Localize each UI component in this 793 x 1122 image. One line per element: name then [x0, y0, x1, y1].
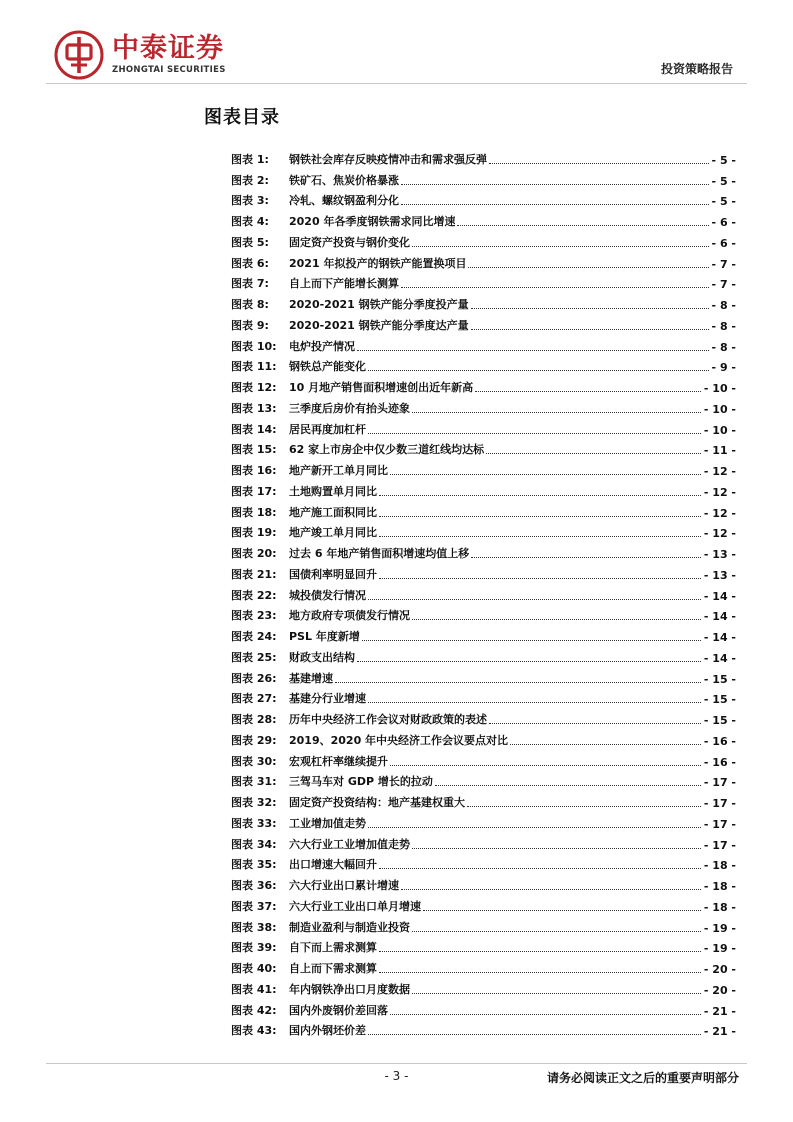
toc-entry-page: - 5 - — [711, 174, 736, 188]
toc-entry-page: - 8 - — [711, 319, 736, 333]
toc-entry-label: 图表 28: — [231, 713, 277, 726]
toc-dot-leader — [510, 744, 701, 745]
toc-entry[interactable] — [231, 955, 736, 976]
toc-dot-leader — [412, 931, 701, 932]
toc-entry-label: 图表 33: — [231, 816, 277, 830]
toc-entry-label: 图表 9: — [231, 318, 269, 332]
footer-divider — [46, 1063, 747, 1064]
toc-entry-title: 三驾马车对 GDP 增长的拉动 — [289, 775, 433, 789]
toc-entry-label: 图表 34: — [231, 837, 277, 851]
toc-entry-title: 制造业盈利与制造业投资 — [289, 920, 410, 934]
toc-dot-leader — [357, 661, 701, 662]
toc-dot-leader — [357, 350, 709, 351]
toc-entry-title: 2021 年拟投产的钢铁产能置换项目 — [289, 256, 467, 270]
toc-dot-leader — [489, 163, 709, 164]
toc-entry-title: 历年中央经济工作会议对财政政策的表述 — [289, 713, 487, 726]
toc-entry-page: - 19 - — [703, 942, 736, 956]
toc-entry-label: 图表 43: — [231, 1024, 277, 1038]
toc-entry-title: 地方政府专项债发行情况 — [289, 609, 410, 623]
toc-entry-title: 宏观杠杆率继续提升 — [289, 754, 388, 768]
toc-list — [231, 146, 736, 1038]
toc-entry-page: - 17 - — [703, 817, 736, 831]
toc-dot-leader — [471, 308, 709, 309]
toc-entry-title: 2020-2021 钢铁产能分季度投产量 — [289, 298, 469, 311]
toc-dot-leader — [412, 619, 701, 620]
toc-entry-page: - 15 - — [703, 672, 736, 686]
toc-entry-label: 图表 17: — [231, 484, 277, 498]
toc-entry-title: PSL 年度新增 — [289, 630, 360, 643]
toc-entry[interactable] — [231, 188, 736, 209]
brand-name-cn: 中泰证券 — [112, 33, 224, 64]
toc-entry-label: 图表 18: — [231, 505, 277, 519]
toc-entry-title: 地产竣工单月同比 — [289, 526, 377, 540]
toc-dot-leader — [379, 536, 701, 537]
toc-entry[interactable] — [231, 644, 736, 665]
toc-entry-title: 自下而上需求测算 — [289, 941, 377, 955]
toc-dot-leader — [423, 910, 701, 911]
toc-entry[interactable] — [231, 852, 736, 873]
toc-entry-label: 图表 14: — [231, 422, 277, 436]
brand-logo — [54, 30, 226, 80]
toc-entry-page: - 17 - — [703, 776, 736, 790]
brand-name-en: ZHONGTAI SECURITIES — [112, 65, 226, 75]
toc-entry-page: - 20 - — [703, 963, 736, 976]
toc-entry[interactable] — [231, 520, 736, 541]
toc-entry[interactable] — [231, 437, 736, 458]
disclaimer: 请务必阅读正文之后的重要声明部分 — [546, 1071, 739, 1085]
toc-entry[interactable] — [231, 603, 736, 624]
toc-entry[interactable] — [231, 748, 736, 769]
toc-entry-page: - 12 - — [703, 527, 736, 541]
toc-entry-label: 图表 23: — [231, 609, 277, 623]
toc-entry-page: - 15 - — [703, 714, 736, 727]
toc-dot-leader — [471, 557, 701, 558]
toc-entry-title: 工业增加值走势 — [289, 816, 366, 830]
toc-entry-page: - 12 - — [703, 485, 736, 499]
toc-entry[interactable] — [231, 146, 736, 167]
toc-entry-label: 图表 6: — [231, 256, 269, 270]
toc-entry-title: 2019、2020 年中央经济工作会议要点对比 — [289, 733, 509, 747]
toc-entry-label: 图表 4: — [231, 215, 269, 228]
toc-entry-title: 六大行业工业出口单月增速 — [289, 899, 421, 913]
toc-dot-leader — [475, 391, 701, 392]
toc-entry-page: - 5 - — [711, 153, 736, 167]
toc-entry-label: 图表 31: — [231, 775, 277, 789]
toc-entry-page: - 16 - — [703, 755, 736, 769]
toc-entry-label: 图表 13: — [231, 401, 277, 415]
toc-dot-leader — [379, 868, 701, 869]
toc-entry-label: 图表 5: — [231, 235, 269, 249]
toc-entry-label: 图表 24: — [231, 630, 277, 643]
toc-entry-page: - 6 - — [711, 236, 736, 250]
toc-entry-label: 图表 41: — [231, 982, 277, 996]
toc-entry[interactable] — [231, 810, 736, 831]
toc-entry-title: 铁矿石、焦炭价格暴涨 — [289, 173, 399, 187]
toc-entry-page: - 21 - — [703, 1004, 736, 1018]
toc-entry[interactable] — [231, 727, 736, 748]
toc-entry-label: 图表 8: — [231, 298, 269, 311]
toc-entry[interactable] — [231, 416, 736, 437]
toc-dot-leader — [368, 702, 701, 703]
toc-entry-title: 地产施工面积同比 — [289, 505, 377, 519]
toc-entry[interactable] — [231, 167, 736, 188]
toc-entry[interactable] — [231, 291, 736, 312]
toc-dot-leader — [390, 765, 701, 766]
toc-entry-title: 财政支出结构 — [289, 650, 355, 664]
toc-entry[interactable] — [231, 665, 736, 686]
toc-dot-leader — [489, 723, 701, 724]
toc-dot-leader — [379, 495, 701, 496]
toc-entry-label: 图表 27: — [231, 692, 277, 706]
toc-entry[interactable] — [231, 769, 736, 790]
toc-entry-page: - 13 - — [703, 568, 736, 582]
toc-entry[interactable] — [231, 478, 736, 499]
toc-entry-label: 图表 32: — [231, 796, 277, 809]
toc-entry-label: 图表 40: — [231, 962, 277, 975]
toc-entry-label: 图表 15: — [231, 443, 277, 457]
toc-entry-page: - 7 - — [711, 257, 736, 271]
toc-entry-title: 冷轧、螺纹钢盈利分化 — [289, 194, 399, 208]
toc-entry-page: - 17 - — [703, 838, 736, 852]
toc-entry-title: 自上而下产能增长测算 — [289, 277, 399, 291]
toc-entry[interactable] — [231, 457, 736, 478]
toc-dot-leader — [368, 599, 701, 600]
toc-entry-label: 图表 25: — [231, 650, 277, 664]
toc-entry[interactable] — [231, 354, 736, 375]
toc-entry-title: 城投债发行情况 — [289, 588, 366, 602]
toc-entry[interactable] — [231, 540, 736, 561]
toc-entry-label: 图表 22: — [231, 588, 277, 602]
toc-dot-leader — [401, 204, 709, 205]
toc-dot-leader — [468, 267, 708, 268]
toc-entry-title: 六大行业出口累计增速 — [289, 879, 399, 892]
toc-entry-page: - 10 - — [703, 402, 736, 416]
toc-entry-title: 10 月地产销售面积增速创出近年新高 — [289, 381, 474, 394]
toc-dot-leader — [412, 246, 709, 247]
header-divider — [46, 83, 747, 84]
toc-entry-label: 图表 37: — [231, 899, 277, 913]
toc-entry-label: 图表 3: — [231, 194, 269, 208]
toc-entry[interactable] — [231, 499, 736, 520]
toc-entry[interactable] — [231, 250, 736, 271]
toc-entry-title: 2020 年各季度钢铁需求同比增速 — [289, 215, 456, 228]
toc-dot-leader — [379, 516, 701, 517]
toc-entry[interactable] — [231, 229, 736, 250]
toc-dot-leader — [471, 329, 709, 330]
toc-entry-title: 62 家上市房企中仅少数三道红线均达标 — [289, 443, 485, 457]
toc-dot-leader — [435, 785, 701, 786]
toc-entry-title: 国内外废钢价差回落 — [289, 1003, 388, 1017]
toc-entry-label: 图表 30: — [231, 754, 277, 768]
toc-entry[interactable] — [231, 976, 736, 997]
toc-dot-leader — [368, 370, 709, 371]
toc-entry-page: - 14 - — [703, 631, 736, 644]
toc-entry-title: 过去 6 年地产销售面积增速均值上移 — [289, 547, 470, 560]
toc-entry-page: - 10 - — [703, 382, 736, 395]
toc-entry[interactable] — [231, 997, 736, 1018]
toc-entry-label: 图表 39: — [231, 941, 277, 955]
toc-entry[interactable] — [231, 789, 736, 810]
toc-entry-page: - 10 - — [703, 423, 736, 437]
toc-entry-page: - 5 - — [711, 195, 736, 209]
toc-entry-page: - 7 - — [711, 278, 736, 292]
toc-dot-leader — [379, 972, 701, 973]
toc-dot-leader — [412, 993, 701, 994]
toc-dot-leader — [368, 827, 701, 828]
toc-entry[interactable] — [231, 914, 736, 935]
toc-entry-page: - 15 - — [703, 693, 736, 707]
toc-entry-title: 出口增速大幅回升 — [289, 858, 377, 872]
toc-entry[interactable] — [231, 872, 736, 893]
page-number: - 3 - — [384, 1069, 409, 1083]
toc-entry-label: 图表 42: — [231, 1003, 277, 1017]
toc-entry-label: 图表 1: — [231, 152, 269, 166]
toc-entry-label: 图表 11: — [231, 360, 277, 374]
toc-entry[interactable] — [231, 208, 736, 229]
toc-entry-title: 固定资产投资与钢价变化 — [289, 235, 410, 249]
toc-entry[interactable] — [231, 935, 736, 956]
brand-wordmark — [112, 34, 226, 76]
toc-entry[interactable] — [231, 561, 736, 582]
toc-entry-title: 土地购置单月同比 — [289, 484, 377, 498]
toc-dot-leader — [335, 682, 701, 683]
page-title: 图表目录 — [204, 107, 280, 128]
toc-entry[interactable] — [231, 582, 736, 603]
toc-dot-leader — [412, 848, 701, 849]
toc-entry-page: - 8 - — [711, 299, 736, 312]
toc-entry[interactable] — [231, 374, 736, 395]
toc-entry-label: 图表 12: — [231, 381, 277, 394]
toc-entry-label: 图表 20: — [231, 547, 277, 560]
toc-entry[interactable] — [231, 395, 736, 416]
toc-entry-page: - 16 - — [703, 734, 736, 748]
toc-entry-label: 图表 36: — [231, 879, 277, 892]
toc-entry-page: - 13 - — [703, 548, 736, 561]
toc-entry-page: - 21 - — [703, 1025, 736, 1039]
toc-dot-leader — [401, 287, 709, 288]
toc-entry-label: 图表 7: — [231, 277, 269, 291]
toc-entry-label: 图表 10: — [231, 339, 277, 353]
toc-entry[interactable] — [231, 831, 736, 852]
toc-dot-leader — [401, 889, 701, 890]
toc-dot-leader — [390, 1014, 701, 1015]
toc-dot-leader — [457, 225, 708, 226]
toc-entry-title: 基建增速 — [289, 671, 333, 685]
toc-entry-page: - 12 - — [703, 506, 736, 520]
toc-entry-page: - 14 - — [703, 651, 736, 665]
toc-entry-page: - 12 - — [703, 465, 736, 478]
toc-entry-title: 自上而下需求测算 — [289, 962, 377, 975]
toc-entry[interactable] — [231, 686, 736, 707]
toc-entry-label: 图表 19: — [231, 526, 277, 540]
toc-entry-label: 图表 26: — [231, 671, 277, 685]
toc-entry[interactable] — [231, 312, 736, 333]
toc-entry-label: 图表 35: — [231, 858, 277, 872]
toc-entry-label: 图表 16: — [231, 464, 277, 477]
toc-dot-leader — [368, 433, 701, 434]
toc-entry-title: 国内外钢坯价差 — [289, 1024, 366, 1038]
toc-entry[interactable] — [231, 333, 736, 354]
toc-entry-label: 图表 29: — [231, 733, 277, 747]
toc-entry-label: 图表 38: — [231, 920, 277, 934]
zhongtai-logo-icon — [54, 30, 104, 80]
toc-entry-page: - 6 - — [711, 216, 736, 229]
toc-entry-label: 图表 2: — [231, 173, 269, 187]
toc-entry-title: 年内钢铁净出口月度数据 — [289, 982, 410, 996]
toc-dot-leader — [379, 951, 701, 952]
toc-entry[interactable] — [231, 623, 736, 644]
toc-entry-page: - 17 - — [703, 797, 736, 810]
toc-dot-leader — [467, 806, 701, 807]
toc-entry-page: - 18 - — [703, 859, 736, 873]
toc-entry-title: 钢铁社会库存反映疫情冲击和需求强反弹 — [289, 152, 487, 166]
toc-entry[interactable] — [231, 271, 736, 292]
report-type: 投资策略报告 — [660, 62, 733, 76]
toc-dot-leader — [362, 640, 701, 641]
toc-entry-title: 地产新开工单月同比 — [289, 464, 388, 477]
toc-entry-title: 固定资产投资结构：地产基建权重大 — [289, 796, 465, 809]
toc-entry-page: - 18 - — [703, 900, 736, 914]
toc-dot-leader — [401, 184, 709, 185]
toc-entry-page: - 9 - — [711, 361, 736, 375]
toc-dot-leader — [379, 578, 701, 579]
toc-entry-page: - 14 - — [703, 610, 736, 624]
toc-entry-page: - 14 - — [703, 589, 736, 603]
toc-entry-title: 电炉投产情况 — [289, 339, 355, 353]
toc-entry-title: 2020-2021 钢铁产能分季度达产量 — [289, 318, 469, 332]
toc-entry-title: 三季度后房价有抬头迹象 — [289, 401, 410, 415]
toc-entry[interactable] — [231, 893, 736, 914]
toc-entry-page: - 20 - — [703, 983, 736, 997]
toc-dot-leader — [412, 412, 701, 413]
toc-entry-title: 国债利率明显回升 — [289, 567, 377, 581]
toc-dot-leader — [390, 474, 701, 475]
toc-entry-page: - 19 - — [703, 921, 736, 935]
toc-entry-title: 基建分行业增速 — [289, 692, 366, 706]
toc-entry-label: 图表 21: — [231, 567, 277, 581]
toc-entry-title: 居民再度加杠杆 — [289, 422, 366, 436]
toc-entry-page: - 8 - — [711, 340, 736, 354]
toc-dot-leader — [486, 453, 701, 454]
toc-entry[interactable] — [231, 706, 736, 727]
toc-entry-title: 六大行业工业增加值走势 — [289, 837, 410, 851]
toc-dot-leader — [368, 1034, 701, 1035]
toc-entry-page: - 18 - — [703, 880, 736, 893]
toc-entry-title: 钢铁总产能变化 — [289, 360, 366, 374]
toc-entry[interactable] — [231, 1018, 736, 1039]
toc-entry-page: - 11 - — [703, 444, 736, 458]
